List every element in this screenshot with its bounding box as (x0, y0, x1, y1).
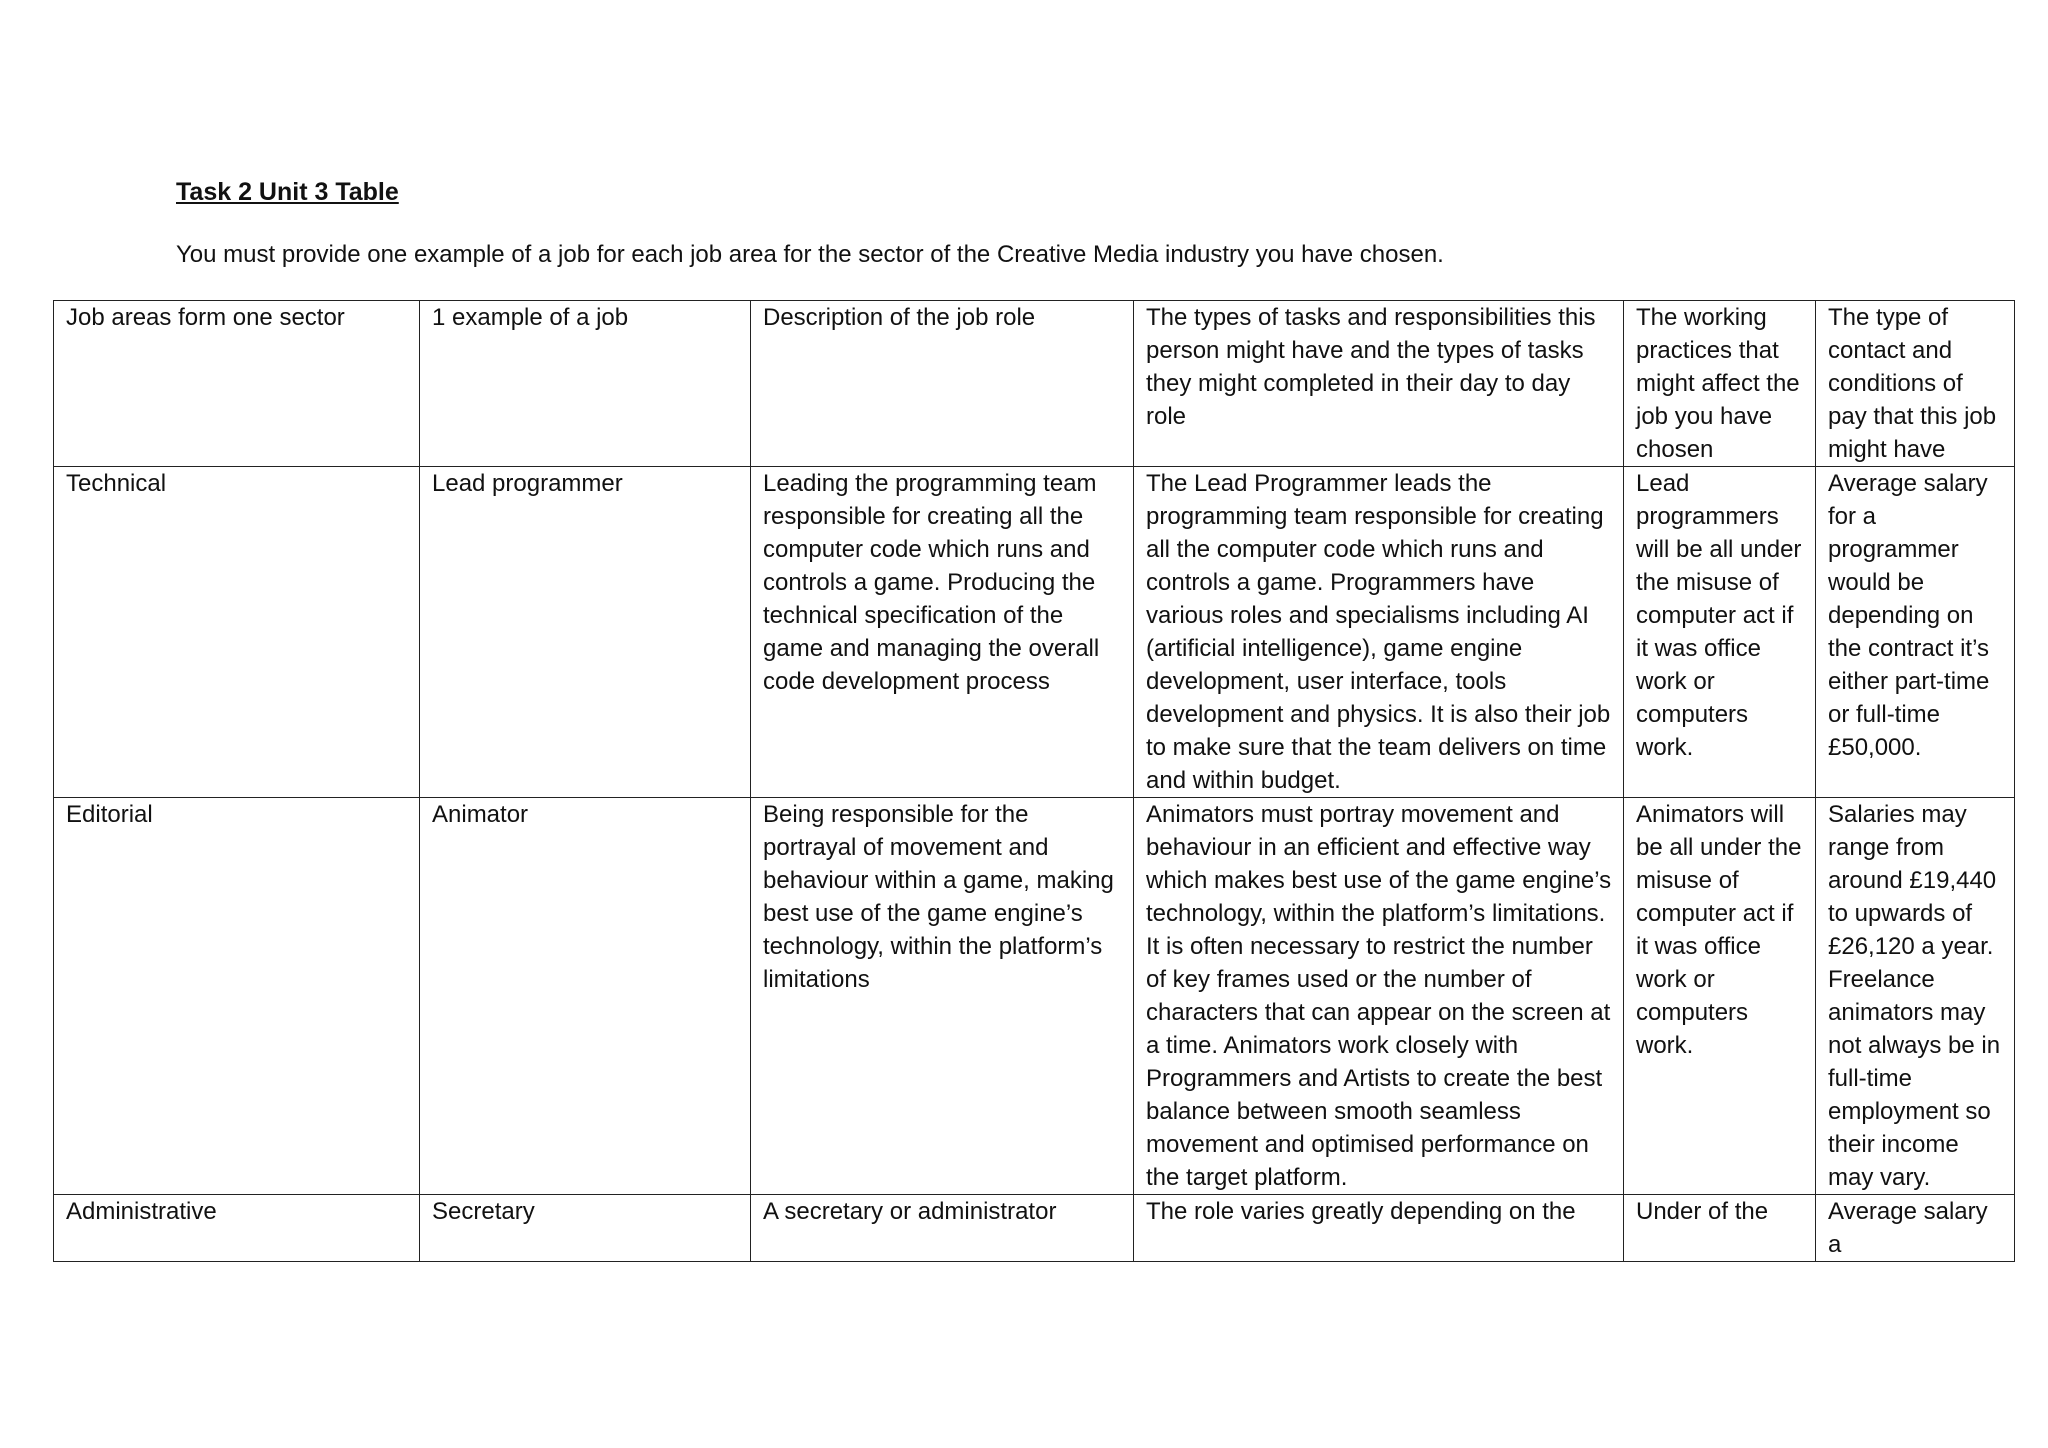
table-cell: Being responsible for the portrayal of movement and behaviour within a game, making best use of the game engine’s technology, within the platform’s limitations (751, 798, 1134, 1195)
table-header-row (54, 301, 2015, 467)
document-title: Task 2 Unit 3 Table (176, 178, 399, 206)
table-cell: The Lead Programmer leads the programming team responsible for creating all the computer code which runs and controls a game. Programmers have various roles and specialisms including AI (artificial intelligence), game engine development, user interface, tools development and physics. It is also their job to make sure that the team delivers on time and within budget. (1134, 467, 1624, 798)
table-cell: Average salary for a programmer would be depending on the contract it’s either part-time or full-time £50,000. (1816, 467, 2015, 798)
table-cell: Lead programmer (420, 467, 751, 798)
table-cell: Under of the (1624, 1195, 1816, 1262)
header-cell-job-areas: Job areas form one sector (54, 301, 420, 467)
header-cell-description: Description of the job role (751, 301, 1134, 467)
table-cell: Animators must portray movement and behaviour in an efficient and effective way which makes best use of the game engine’s technology, within the platform’s limitations. It is often necessary to restrict the number of key frames used or the number of characters that can appear on the screen at a time. Animators work closely with Programmers and Artists to create the best balance between smooth seamless movement and optimised performance on the target platform. (1134, 798, 1624, 1195)
table-row-technical (54, 467, 2015, 798)
table-cell: The role varies greatly depending on the (1134, 1195, 1624, 1262)
header-cell-pay: The type of contact and conditions of pay that this job might have (1816, 301, 2015, 467)
job-areas-table (53, 300, 2015, 1262)
table-row-editorial (54, 798, 2015, 1195)
table-cell: Lead programmers will be all under the misuse of computer act if it was office work or computers work. (1624, 467, 1816, 798)
table-cell: Leading the programming team responsible for creating all the computer code which runs and controls a game. Producing the technical specification of the game and managing the overall code development process (751, 467, 1134, 798)
table-cell: Average salary a (1816, 1195, 2015, 1262)
table-cell: Technical (54, 467, 420, 798)
header-cell-working-practices: The working practices that might affect the job you have chosen (1624, 301, 1816, 467)
table-cell: Administrative (54, 1195, 420, 1262)
header-cell-tasks: The types of tasks and responsibilities this person might have and the types of tasks they might completed in their day to day role (1134, 301, 1624, 467)
table-cell: Secretary (420, 1195, 751, 1262)
table-row-administrative (54, 1195, 2015, 1262)
table-cell: Animators will be all under the misuse of computer act if it was office work or computers work. (1624, 798, 1816, 1195)
table-cell: A secretary or administrator (751, 1195, 1134, 1262)
table-cell: Editorial (54, 798, 420, 1195)
header-cell-example-job: 1 example of a job (420, 301, 751, 467)
document-instruction: You must provide one example of a job for each job area for the sector of the Creative Media industry you have chosen. (176, 241, 1444, 268)
table-cell: Salaries may range from around £19,440 to upwards of £26,120 a year. Freelance animators may not always be in full-time employment so their income may vary. (1816, 798, 2015, 1195)
table-cell: Animator (420, 798, 751, 1195)
